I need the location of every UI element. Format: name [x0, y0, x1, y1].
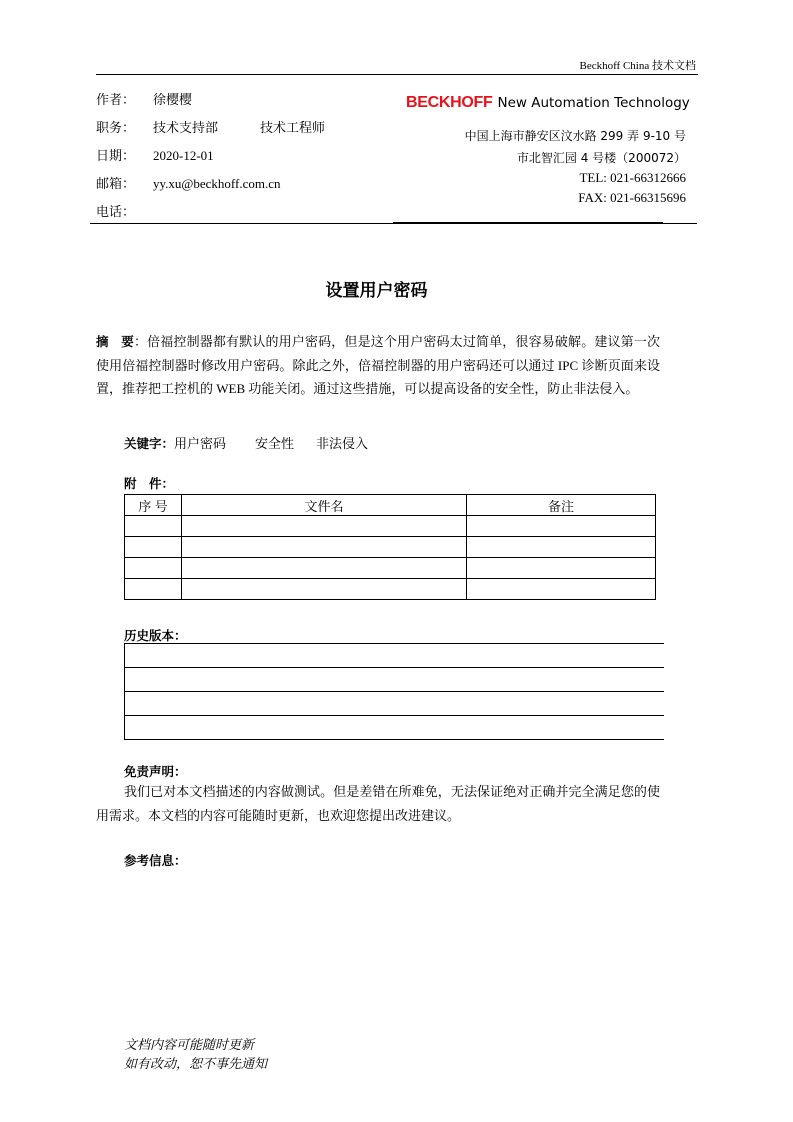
footer-note: [124, 1035, 267, 1073]
email-row: [96, 173, 281, 192]
address-line-1: 中国上海市静安区汶水路 299 弄 9-10 号: [464, 129, 686, 143]
brand-name: BECKHOFF: [406, 94, 493, 111]
keywords-label: 关键字：: [124, 436, 175, 451]
footer-line-2: 如有改动，恕不事先通知: [124, 1056, 268, 1071]
date-label: 日期：: [96, 148, 136, 163]
keyword: 安全性: [255, 436, 295, 451]
abstract-text: ：倍福控制器都有默认的用户密码，但是这个用户密码太过简单，很容易破解。建议第一次使用倍福控制器时修改用户密码。除此之外，倍福控制器的用户密码还可以通过 IPC 诊断页面来设置，推荐把工控机的 WEB 功能关闭。通过这些措施，可以提高设备的安全性，防止非法侵入。: [96, 334, 660, 396]
fax: FAX: 021-66315696: [578, 190, 686, 205]
table-row: [125, 558, 656, 579]
address-line-2: 市北智汇园 4 号楼（200072）: [516, 151, 686, 165]
keyword: 用户密码: [174, 436, 227, 451]
table-cell[interactable]: [125, 558, 182, 579]
table-cell[interactable]: [467, 579, 656, 600]
keyword: 非法侵入: [316, 436, 369, 451]
table-cell[interactable]: [182, 558, 467, 579]
table-row: [125, 579, 656, 600]
history-row[interactable]: [124, 691, 664, 715]
abstract-label: 摘 要: [96, 334, 134, 349]
table-cell[interactable]: [182, 537, 467, 558]
table-row: [125, 537, 656, 558]
history-table: [124, 643, 664, 740]
position-row: [96, 117, 325, 136]
table-row: [125, 516, 656, 537]
table-cell[interactable]: [182, 579, 467, 600]
phone-label: 电话：: [96, 204, 136, 219]
date-value: 2020-12-01: [153, 148, 214, 163]
column-header-index: 序 号: [125, 495, 182, 516]
attachments-label: 附 件：: [124, 476, 175, 491]
job-title-value: 技术工程师: [260, 120, 326, 135]
table-header-row: [125, 495, 656, 516]
meta-divider-right: [663, 223, 697, 224]
attachments-table: [124, 494, 656, 600]
department-value: 技术支持部: [153, 120, 219, 135]
brand-tagline: New Automation Technology: [497, 95, 690, 111]
table-cell[interactable]: [467, 516, 656, 537]
history-row[interactable]: [124, 667, 664, 691]
footer-line-1: 文档内容可能随时更新: [124, 1037, 255, 1052]
reference-label: 参考信息：: [124, 853, 187, 868]
column-header-filename: 文件名: [182, 495, 467, 516]
meta-divider-left: [90, 223, 393, 224]
table-cell[interactable]: [125, 537, 182, 558]
phone-row: [96, 201, 153, 220]
column-header-remarks: 备注: [467, 495, 656, 516]
header-divider: [96, 74, 698, 75]
email-label: 邮箱：: [96, 176, 136, 191]
page-title: 设置用户密码: [325, 281, 428, 301]
tel: TEL: 021-66312666: [579, 170, 686, 185]
date-row: [96, 145, 214, 164]
disclaimer-text: 我们已对本文档描述的内容做测试。但是差错在所难免，无法保证绝对正确并完全满足您的使用需求。本文档的内容可能随时更新，也欢迎您提出改进建议。: [96, 784, 660, 823]
table-cell[interactable]: [125, 579, 182, 600]
author-label: 作者：: [96, 92, 136, 107]
document-header-label: Beckhoff China 技术文档: [579, 60, 696, 72]
author-value: 徐樱樱: [153, 92, 193, 107]
position-label: 职务：: [96, 120, 136, 135]
keywords-row: [124, 433, 368, 452]
meta-divider-thick: [393, 222, 663, 224]
company-logo: [406, 94, 690, 112]
table-cell[interactable]: [125, 516, 182, 537]
abstract-paragraph: [96, 330, 660, 401]
table-cell[interactable]: [467, 537, 656, 558]
author-row: [96, 89, 192, 108]
history-row[interactable]: [124, 715, 664, 740]
history-label: 历史版本：: [124, 628, 187, 643]
email-value[interactable]: yy.xu@beckhoff.com.cn: [153, 176, 281, 191]
disclaimer-label: 免责声明：: [124, 764, 187, 779]
table-cell[interactable]: [467, 558, 656, 579]
table-cell[interactable]: [182, 516, 467, 537]
history-row[interactable]: [124, 643, 664, 667]
